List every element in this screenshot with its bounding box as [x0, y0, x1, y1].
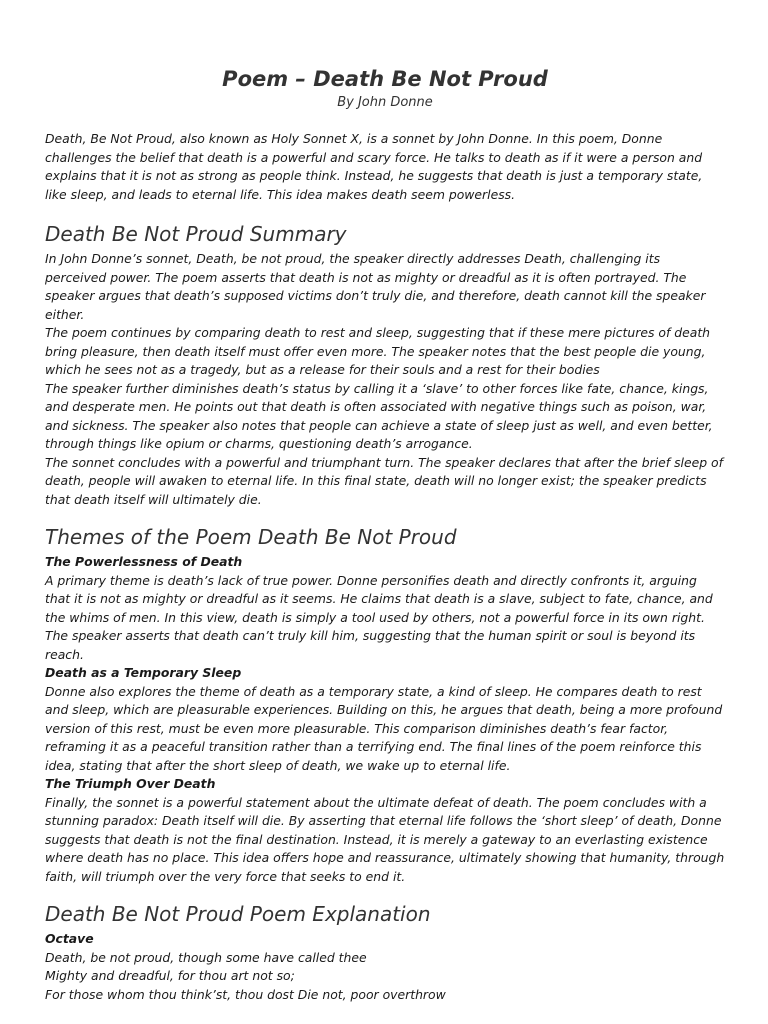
themes-section: [45, 521, 725, 886]
summary-paragraph-4: The sonnet concludes with a powerful and triumphant turn. The speaker declares that after the brief sleep of death, people will awaken to eternal life. In this final state, death will no longer exist; the speaker predicts that death itself will ultimately die.: [45, 454, 723, 507]
summary-paragraph-1: In John Donne’s sonnet, Death, be not proud, the speaker directly addresses Death, challenging its perceived power. The poem asserts that death is not as mighty or dreadful as it is often portrayed. The speaker argues that death’s supposed victims don’t truly die, and therefore, death cannot kill the speaker either.: [45, 251, 706, 322]
verse-line-3: For those whom thou think’st, thou dost Die not, poor overthrow: [45, 986, 446, 1002]
octave-subheading: Octave: [45, 931, 94, 946]
theme-title-3: The Triumph Over Death: [45, 776, 216, 791]
document-page: [45, 64, 725, 1016]
summary-section: [45, 218, 725, 509]
themes-heading: Themes of the Poem Death Be Not Proud: [45, 525, 457, 549]
document-title: Poem – Death Be Not Proud: [222, 67, 548, 91]
theme-title-2: Death as a Temporary Sleep: [45, 665, 242, 680]
explanation-section: [45, 898, 725, 1004]
summary-paragraph-2: The poem continues by comparing death to rest and sleep, suggesting that if these mere pictures of death bring pleasure, then death itself must offer even more. The speaker notes that the best people die young, which he sees not as a tragedy, but as a release for their souls and a rest for their bodies: [45, 325, 711, 377]
summary-paragraph-3: The speaker further diminishes death’s status by calling it a ‘slave’ to other forces like fate, chance, kings, and desperate men. He points out that death is often associated with negative things such as poison, war, and sickness. The speaker also notes that people can achieve a state of sleep just as well, and even better, through things like opium or charms, questioning death’s arrogance.: [45, 380, 713, 451]
explanation-heading: Death Be Not Proud Poem Explanation: [45, 902, 431, 926]
document-byline: By John Donne: [337, 95, 433, 110]
verse-line-1: Death, be not proud, though some have called thee: [45, 949, 367, 965]
theme-text-3: Finally, the sonnet is a powerful statement about the ultimate defeat of death. The poem concludes with a stunning paradox: Death itself will die. By asserting that eternal life follows the ‘short sleep’ of death, Donne suggests that death is not the final destination. Instead, it is merely a gateway to an everlasting existence where death has no place. This idea offers hope and reassurance, ultimately showing that humanity, through faith, will triumph over the very force that seeks to end it.: [45, 794, 725, 884]
theme-text-2: Donne also explores the theme of death as a temporary state, a kind of sleep. He compares death to rest and sleep, which are pleasurable experiences. Building on this, he argues that death, being a more profound version of this rest, must be even more pleasurable. This comparison diminishes death’s fear factor, reframing it as a peaceful transition rather than a terrifying end. The final lines of the poem reinforce this idea, stating that after the short sleep of death, we wake up to eternal life.: [45, 683, 723, 773]
summary-heading: Death Be Not Proud Summary: [45, 222, 347, 246]
verse-line-2: Mighty and dreadful, for thou art not so;: [45, 968, 295, 983]
intro-paragraph: Death, Be Not Proud, also known as Holy Sonnet X, is a sonnet by John Donne. In this poem, Donne challenges the belief that death is a powerful and scary force. He talks to death as if it were a person and explains that it is not as strong as people think. Instead, he suggests that death is just a temporary state, like sleep, and leads to eternal life. This idea makes death seem powerless.: [45, 131, 703, 202]
theme-text-1: A primary theme is death’s lack of true power. Donne personifies death and directly confronts it, arguing that it is not as mighty or dreadful as it seems. He claims that death is a slave, subject to fate, chance, and the whims of men. In this view, death is simply a tool used by others, not a powerful force in its own right. The speaker asserts that death can’t truly kill him, suggesting that the human spirit or soul is beyond its reach.: [45, 572, 713, 662]
theme-title-1: The Powerlessness of Death: [45, 554, 243, 569]
